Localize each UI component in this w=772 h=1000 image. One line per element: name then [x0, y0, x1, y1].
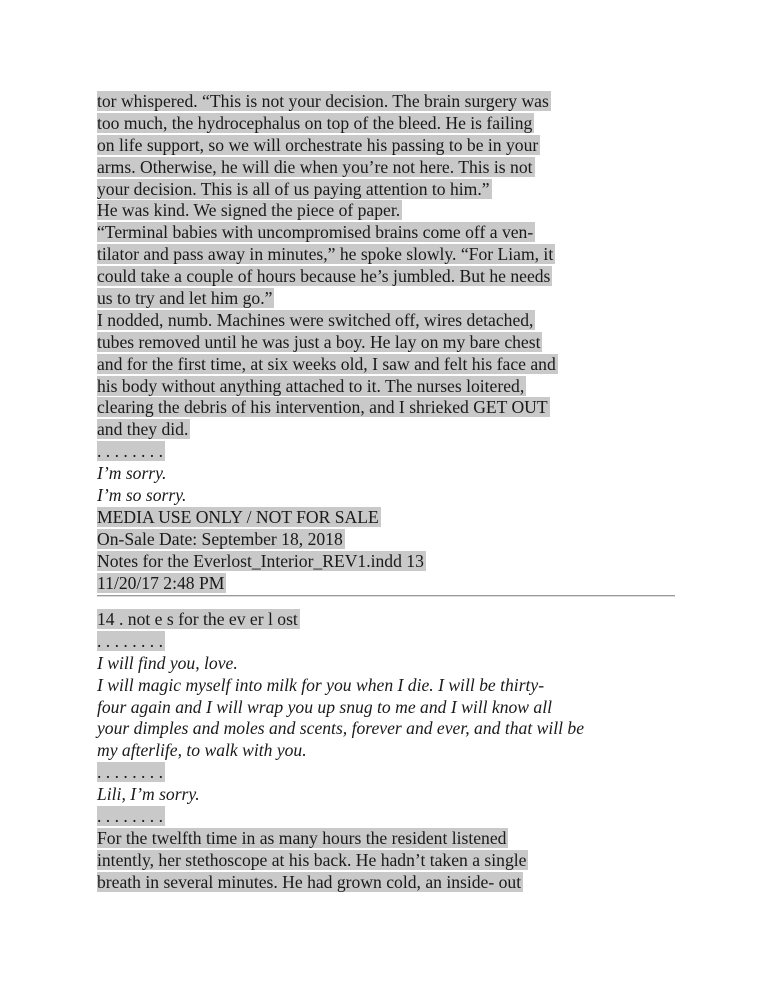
- text-line: tilator and pass away in minutes,” he spoke slowly. “For Liam, it: [97, 244, 554, 265]
- italic-line: I’m so sorry.: [97, 485, 187, 506]
- text-line: For the twelfth time in as many hours the resident listened: [97, 827, 507, 848]
- italic-line: I’m sorry.: [97, 463, 167, 484]
- italic-line: your dimples and moles and scents, forever and ever, and that will be: [97, 718, 585, 739]
- footer-media-notice: MEDIA USE ONLY / NOT FOR SALE: [97, 506, 379, 527]
- section-separator: . . . . . . . .: [97, 441, 163, 462]
- text-line: his body without anything attached to it. The nurses loitered,: [97, 375, 525, 396]
- text-line: and for the first time, at six weeks old, I saw and felt his face and: [97, 353, 556, 374]
- text-line: tor whispered. “This is not your decision. The brain surgery was: [97, 91, 549, 111]
- text-line: your decision. This is all of us paying attention to him.”: [97, 178, 490, 199]
- text-line: us to try and let him go.”: [97, 288, 273, 309]
- text-line: tubes removed until he was just a boy. He lay on my bare chest: [97, 331, 541, 352]
- section-separator: . . . . . . . .: [97, 806, 163, 827]
- text-line: intently, her stethoscope at his back. He hadn’t taken a single: [97, 849, 527, 870]
- text-line: too much, the hydrocephalus on top of the bleed. He is failing: [97, 112, 533, 133]
- italic-line: my afterlife, to walk with you.: [97, 740, 307, 761]
- running-header: 14 . not e s for the ev er l ost: [97, 609, 298, 629]
- italic-line: four again and I will wrap you up snug to me and I will know all: [97, 696, 552, 717]
- text-line: on life support, so we will orchestrate his passing to be in your: [97, 134, 539, 155]
- footer-timestamp: 11/20/17 2:48 PM: [97, 572, 225, 593]
- page-text-bottom: [97, 609, 717, 894]
- text-line: “Terminal babies with uncompromised brains come off a ven-: [97, 222, 534, 243]
- text-line: could take a couple of hours because he’s jumbled. But he needs: [97, 266, 551, 287]
- text-line: I nodded, numb. Machines were switched off, wires detached,: [97, 309, 534, 330]
- text-line: breath in several minutes. He had grown cold, an inside- out: [97, 871, 522, 892]
- italic-line: Lili, I’m sorry.: [97, 784, 200, 805]
- text-line: clearing the debris of his intervention, and I shrieked GET OUT: [97, 397, 548, 418]
- section-separator: . . . . . . . .: [97, 762, 163, 783]
- text-line: arms. Otherwise, he will die when you’re not here. This is not: [97, 156, 533, 177]
- section-separator: . . . . . . . .: [97, 630, 163, 651]
- text-line: and they did.: [97, 419, 189, 440]
- italic-line: I will find you, love.: [97, 652, 238, 673]
- footer-sale-date: On-Sale Date: September 18, 2018: [97, 528, 343, 549]
- text-line: He was kind. We signed the piece of paper.: [97, 200, 401, 221]
- footer-filename: Notes for the Everlost_Interior_REV1.indd 13: [97, 550, 424, 571]
- page-divider: [97, 595, 675, 596]
- page-text-top: [97, 91, 697, 594]
- italic-line: I will magic myself into milk for you when I die. I will be thirty-: [97, 674, 545, 695]
